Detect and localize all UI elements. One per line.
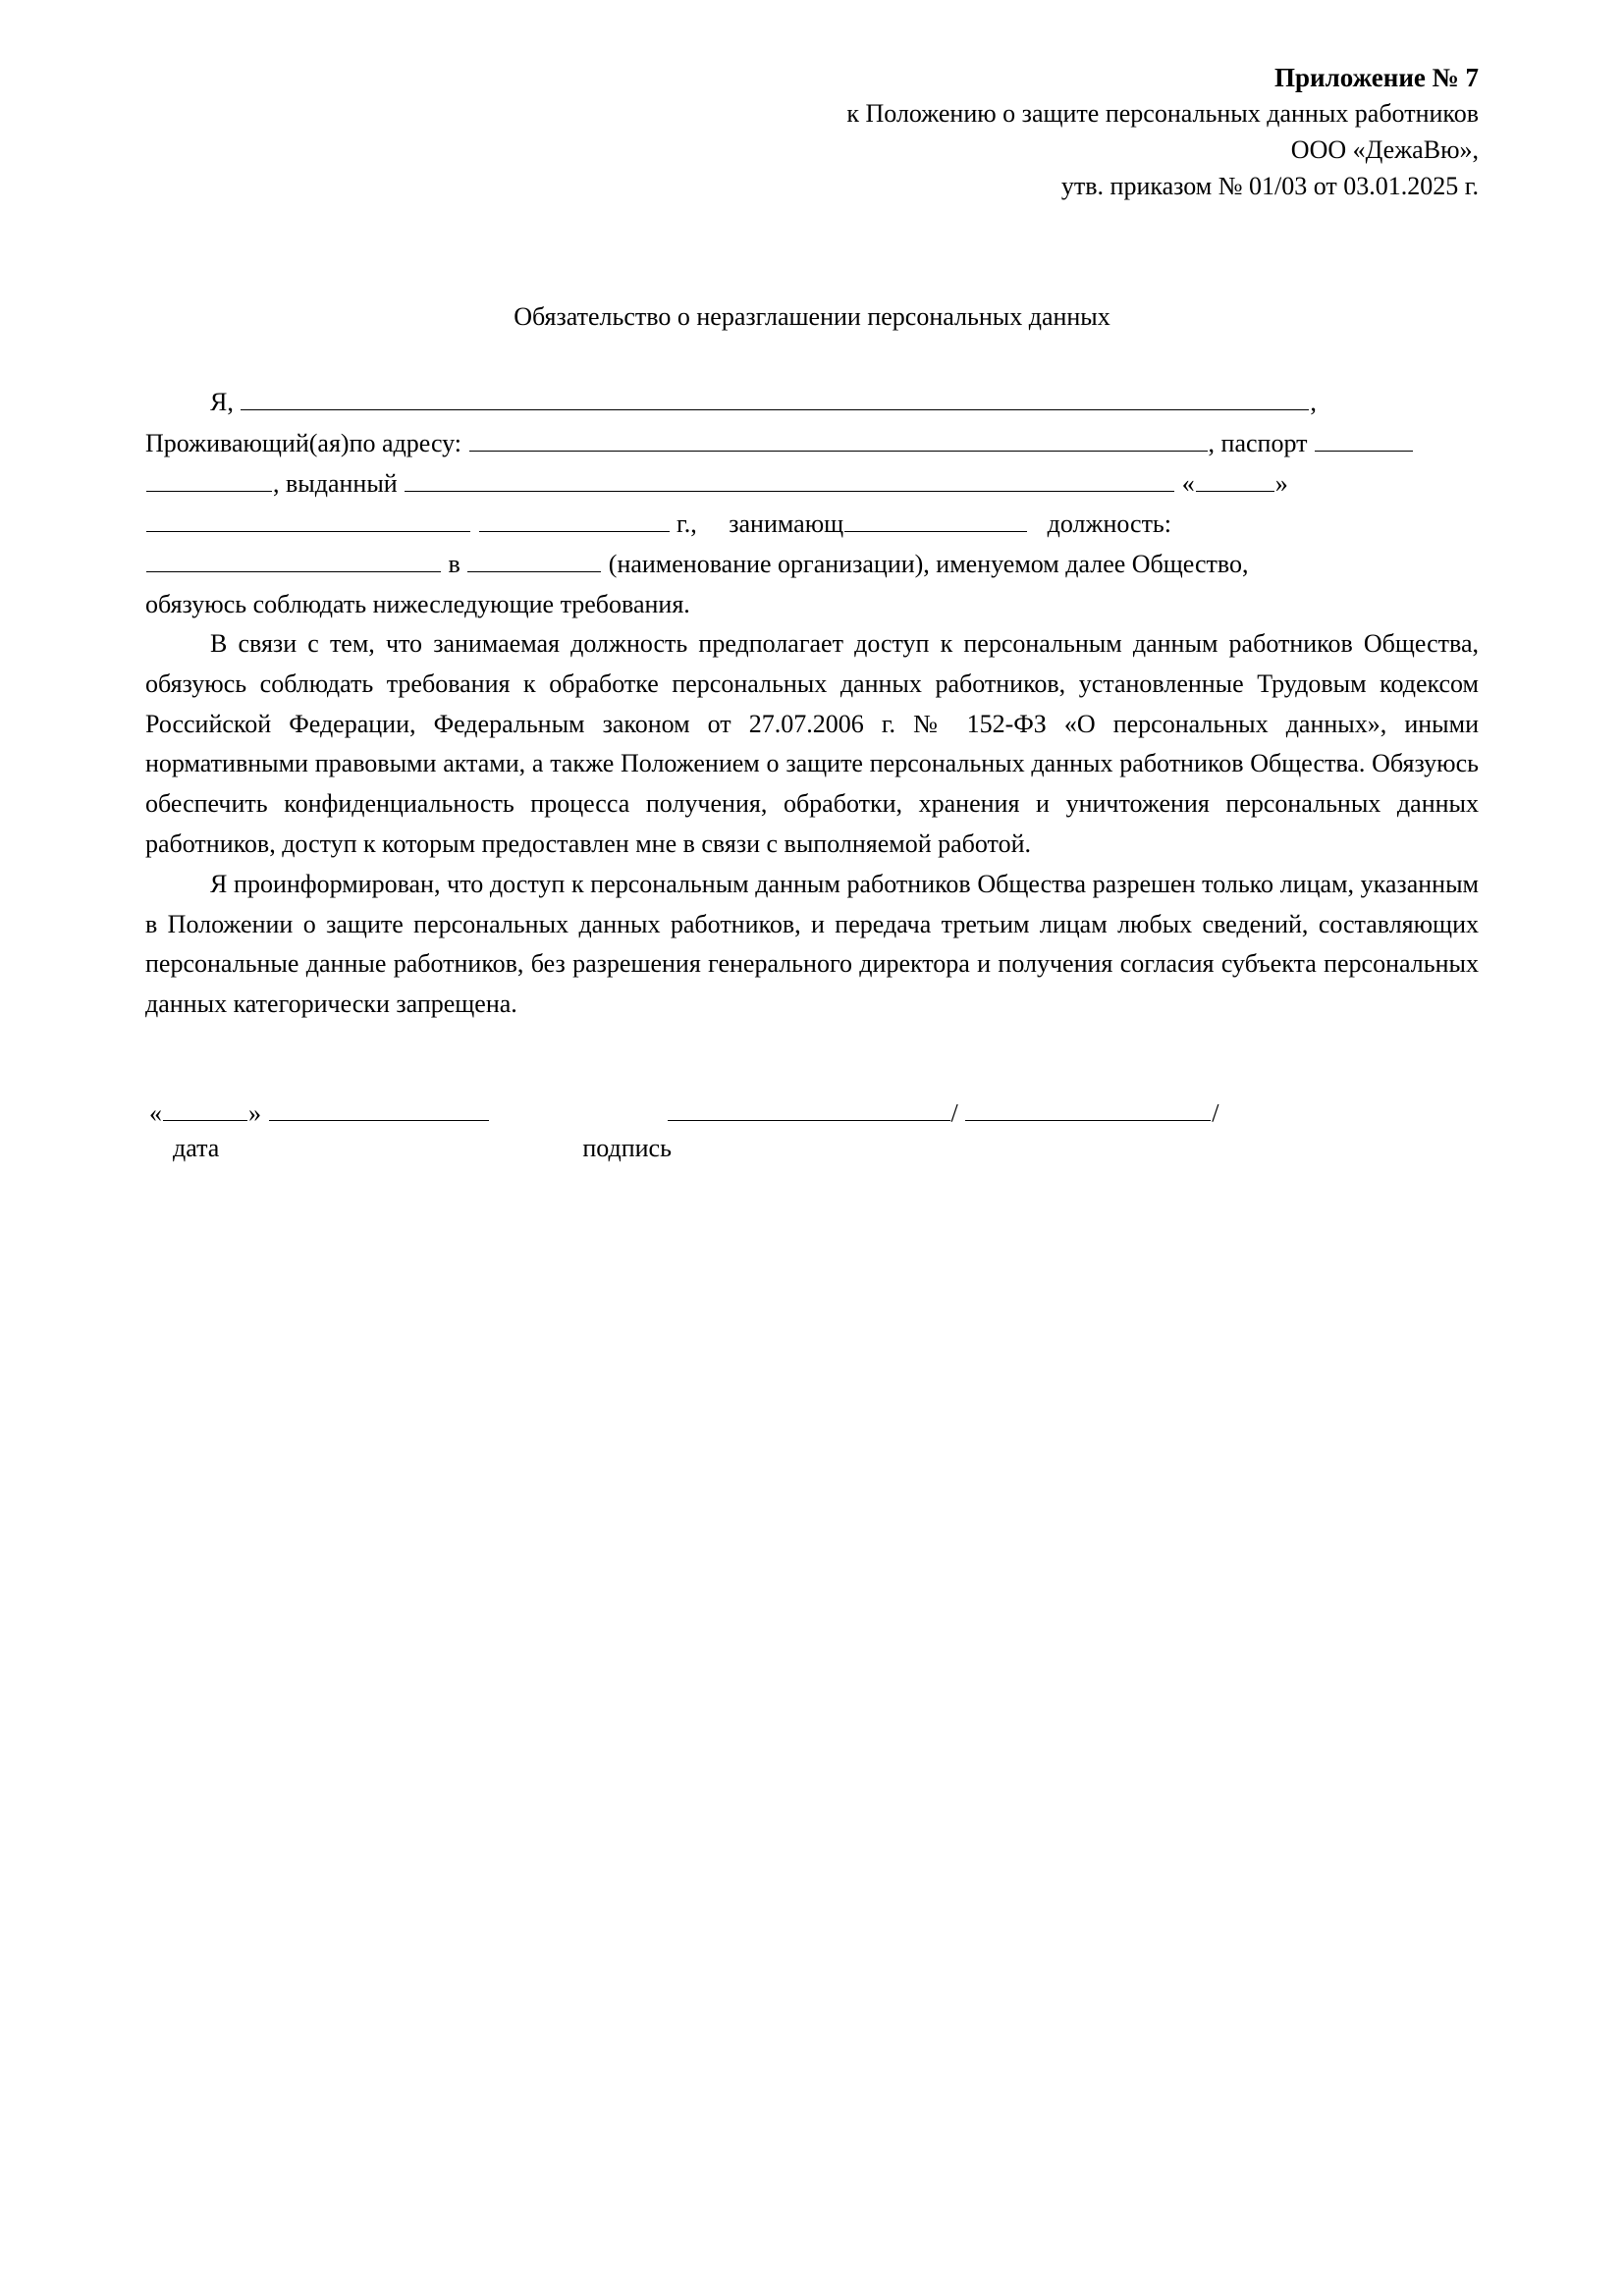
issued-by-field[interactable]	[405, 463, 1174, 491]
header-line-4: утв. приказом № 01/03 от 03.01.2025 г.	[1060, 172, 1479, 201]
position-ending-field[interactable]	[844, 504, 1027, 531]
passport-number-field[interactable]	[146, 463, 272, 491]
signature-captions	[145, 1134, 1479, 1163]
passport-series-field[interactable]	[1315, 423, 1413, 451]
position-field[interactable]	[146, 544, 441, 571]
slash-2: /	[1212, 1098, 1219, 1128]
v-label: в	[448, 549, 460, 578]
sign-month-year-field[interactable]	[269, 1094, 489, 1121]
form-fields-block	[145, 382, 1479, 623]
form-line-issued	[145, 463, 1479, 504]
sign-day-field[interactable]	[163, 1094, 247, 1121]
paragraph-1: В связи с тем, что занимаемая должность предполагает доступ к персональным данным работников Общества, обязуюсь соблюдать требования к обработке персональных данных работников, установленные Трудовым кодексом Российской Федерации, Федеральным законом от 27.07.2006 г. № 152-ФЗ «О персональных данных», иными нормативными правовыми актами, а также Положением о защите персональных данных работников Общества. Обязуюсь обеспечить конфиденциальность процесса получения, обработки, хранения и уничтожения персональных данных работников, доступ к которым предоставлен мне в связи с выполняемой работой.	[145, 628, 1479, 858]
signature-row	[145, 1094, 1479, 1128]
god-label: г.,	[677, 508, 697, 538]
address-label: Проживающий(ая)по адресу:	[145, 428, 462, 457]
passport-label: , паспорт	[1208, 428, 1308, 457]
full-name-field[interactable]	[241, 383, 1309, 410]
header-line-3: ООО «ДежаВю»,	[1290, 135, 1479, 165]
position-prefix: занимающ	[729, 508, 844, 538]
issued-label: , выданный	[273, 468, 398, 498]
ya-tail: ,	[1310, 388, 1317, 417]
address-field[interactable]	[469, 423, 1208, 451]
organization-name-label: (наименование организации), именуемом далее Общество,	[608, 549, 1249, 578]
date-quote-close-sign: »	[248, 1098, 261, 1128]
form-line-obligation-tail	[145, 584, 1479, 624]
form-line-address	[145, 423, 1479, 463]
document-header	[145, 59, 1479, 205]
signature-fields-group	[667, 1094, 1219, 1128]
date-quote-open-sign: «	[149, 1098, 162, 1128]
signature-block	[145, 1094, 1479, 1201]
issue-day-field[interactable]	[1196, 463, 1274, 491]
form-line-name	[145, 382, 1479, 422]
ya-label: Я,	[210, 388, 234, 417]
sign-caption: подпись	[582, 1134, 672, 1163]
organization-field[interactable]	[467, 544, 601, 571]
signature-field[interactable]	[668, 1094, 950, 1121]
signature-date-group	[149, 1094, 490, 1128]
slash-1: /	[950, 1098, 958, 1128]
date-caption: дата	[173, 1134, 220, 1163]
signature-name-field[interactable]	[965, 1094, 1211, 1121]
obligation-tail: обязуюсь соблюдать нижеследующие требования.	[145, 589, 690, 618]
date-quote-close: »	[1274, 468, 1288, 498]
form-line-month-year-position	[145, 504, 1479, 544]
date-quote-open: «	[1181, 468, 1195, 498]
header-line-2: к Положению о защите персональных данных работников	[846, 99, 1479, 129]
issue-month-field[interactable]	[146, 504, 470, 531]
position-label: должность:	[1047, 508, 1172, 538]
paragraph-2: Я проинформирован, что доступ к персональным данным работников Общества разрешен только лицам, указанным в Положении о защите персональных данных работников, и передача третьим лицам любых сведений, составляющих персональные данные работников, без разрешения генерального директора и получения согласия субъекта персональных данных категорически запрещена.	[145, 869, 1479, 1019]
issue-year-field[interactable]	[479, 504, 670, 531]
document-body	[145, 624, 1479, 1025]
form-line-position-org	[145, 544, 1479, 584]
appendix-number: Приложение № 7	[1274, 63, 1479, 92]
page-title: Обязательство о неразглашении персональных данных	[514, 302, 1110, 332]
